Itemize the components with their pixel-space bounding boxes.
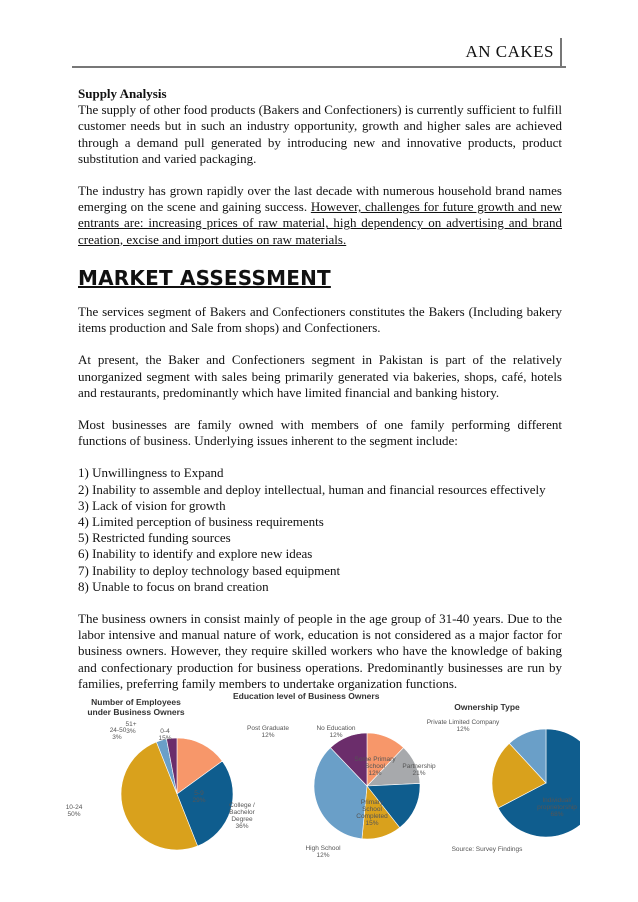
page-header bbox=[72, 36, 566, 68]
pie-charts bbox=[60, 688, 580, 868]
chart3-label-individual-1: Individual/ bbox=[542, 797, 572, 804]
market-paragraph-3: Most businesses are family owned with members of one family performing different functions of business. Underlying issues inherent to the segment include: bbox=[78, 417, 562, 449]
chart1-title-line2: under Business Owners bbox=[87, 707, 185, 717]
chart2-label-college-2: Bachelor bbox=[229, 809, 255, 816]
chart1-value-10-24: 50% bbox=[67, 811, 81, 818]
chart1-pie bbox=[121, 738, 233, 850]
chart3-source: Source: Survey Findings bbox=[451, 846, 523, 853]
chart2-value-primary: 15% bbox=[365, 820, 379, 827]
supply-paragraph-2-text: The industry has grown rapidly over the last decade with numerous household brand names emerging on the scene and gaining success. bbox=[78, 183, 562, 215]
chart1-value-24-50: 3% bbox=[112, 734, 122, 741]
chart2-value-some-primary: 12% bbox=[368, 770, 382, 777]
market-paragraph-2: At present, the Baker and Confectioners segment in Pakistan is part of the relatively unorganized segment with sales being primarily generated via bakeries, shops, café, hotels and restaurants, predominantly which have limited financial and banking history. bbox=[78, 352, 562, 400]
chart1-value-0-4: 15% bbox=[158, 735, 172, 742]
chart2-label-college-1: College / bbox=[229, 802, 255, 809]
chart1-label-51plus: 51+ bbox=[125, 721, 137, 728]
chart2-value-college: 36% bbox=[235, 823, 249, 830]
chart3-label-individual-2: proprietorship bbox=[537, 804, 577, 811]
market-assessment-title: MARKET ASSESSMENT bbox=[78, 265, 331, 290]
chart3-value-private-limited: 12% bbox=[456, 726, 470, 733]
chart1-title-line1: Number of Employees bbox=[91, 697, 181, 707]
supply-challenges-text: However, challenges for future growth and new entrants are: increasing prices of raw material, high dependency on advertising and brand creation, excise and import duties on raw materials. bbox=[78, 199, 562, 247]
supply-paragraph-2 bbox=[78, 183, 562, 248]
chart2-label-some-primary-2: School bbox=[365, 763, 385, 770]
issue-item: 8) Unable to focus on brand creation bbox=[78, 578, 269, 594]
chart1-label-0-4: 0-4 bbox=[160, 728, 170, 735]
chart3-label-private-limited: Private Limited Company bbox=[426, 719, 500, 726]
header-rule bbox=[72, 66, 566, 68]
chart3-value-individual: 68% bbox=[550, 811, 564, 818]
charts-panel bbox=[60, 688, 580, 868]
chart3-pie bbox=[492, 729, 580, 837]
chart2-label-primary-1: Primary bbox=[360, 799, 384, 806]
chart2-value-no-education: 12% bbox=[329, 732, 343, 739]
market-paragraph-1: The services segment of Bakers and Confectioners constitutes the Bakers (Including bakery items production and Sale from shops) and Confectioners. bbox=[78, 304, 562, 336]
market-paragraph-4: The business owners in consist mainly of people in the age group of 31-40 years. Due to the labor intensive and manual nature of work, education is not considered as a major factor for business owners. However, they require skilled workers who have the knowledge of baking and confectionary production for business operations. Predominantly businesses are run by families, preferring family members to undertake organization functions. bbox=[78, 611, 562, 691]
chart3-label-partnership: Partnership bbox=[402, 763, 436, 770]
chart2-label-no-education: No Education bbox=[316, 725, 356, 732]
chart2-label-some-primary-1: Some Primary bbox=[354, 756, 396, 763]
issue-item: 1) Unwillingness to Expand bbox=[78, 465, 224, 481]
issue-item: 6) Inability to identify and explore new ideas bbox=[78, 546, 313, 562]
issues-list bbox=[78, 465, 562, 595]
chart1-value-51plus: 3% bbox=[126, 728, 136, 735]
chart2-label-post-graduate: Post Graduate bbox=[247, 725, 289, 732]
chart3-title: Ownership Type bbox=[454, 702, 520, 712]
chart2-label-college-3: Degree bbox=[231, 816, 253, 823]
issue-item: 3) Lack of vision for growth bbox=[78, 497, 226, 513]
issue-item: 7) Inability to deploy technology based equipment bbox=[78, 562, 341, 578]
chart1-label-24-50: 24-50 bbox=[109, 727, 127, 734]
chart1-label-5-9: 5-9 bbox=[194, 790, 204, 797]
issue-item: 5) Restricted funding sources bbox=[78, 530, 231, 546]
chart2-value-high-school: 12% bbox=[316, 852, 330, 859]
chart1-value-5-9: 29% bbox=[192, 797, 206, 804]
chart3-value-partnership: 21% bbox=[412, 770, 426, 777]
chart1-label-10-24: 10-24 bbox=[65, 804, 83, 811]
chart2-title: Education level of Business Owners bbox=[233, 691, 380, 701]
supply-paragraph-1: The supply of other food products (Bakers and Confectioners) is currently sufficient to fulfill customer needs but in such an industry opportunity, growth and higher sales are achieved through a demand pull generated by introducing new and innovative products, product substitution and varied packaging. bbox=[78, 102, 562, 166]
chart2-label-primary-2: School bbox=[362, 806, 382, 813]
header-divider bbox=[560, 38, 562, 68]
header-title: AN CAKES bbox=[465, 42, 554, 61]
chart2-value-post-graduate: 12% bbox=[261, 732, 275, 739]
issue-item: 2) Inability to assemble and deploy intellectual, human and financial resources effectively bbox=[78, 481, 546, 497]
chart2-label-primary-3: Completed bbox=[356, 813, 388, 820]
supply-heading: Supply Analysis bbox=[78, 86, 167, 101]
chart2-label-high-school: High School bbox=[305, 845, 341, 852]
document-body bbox=[78, 86, 562, 692]
issue-item: 4) Limited perception of business requirements bbox=[78, 514, 324, 530]
